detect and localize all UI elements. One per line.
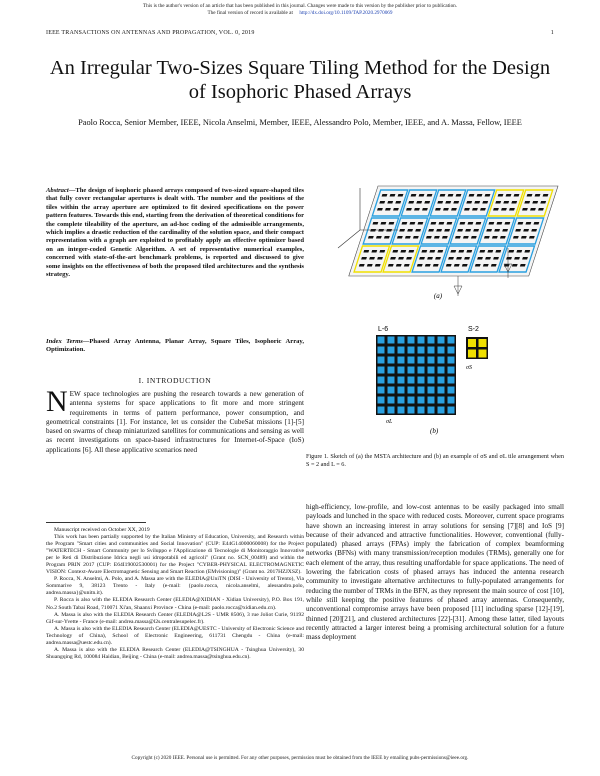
- antenna-element: [398, 257, 404, 260]
- antenna-element: [495, 201, 501, 204]
- figure-caption: Figure 1. Sketch of (a) the MSTA architecture and (b) an example of σS and σL tile arrangement when S = 2 and L = 6.: [306, 453, 564, 469]
- index-terms: [46, 338, 304, 355]
- antenna-element: [455, 236, 461, 239]
- antenna-element: [501, 208, 507, 211]
- antenna-element: [523, 229, 529, 232]
- antenna-element: [462, 264, 468, 267]
- tag-large-tile: L-6: [378, 326, 389, 333]
- antenna-element: [415, 229, 421, 232]
- antenna-element: [508, 250, 514, 253]
- abstract: [46, 187, 304, 279]
- notice-prefix: The final version of record is available at: [207, 10, 293, 16]
- antenna-element: [475, 222, 481, 225]
- small-tile-grid: [466, 337, 488, 359]
- large-tile-grid: [376, 335, 456, 415]
- large-tile-element: [448, 387, 455, 394]
- antenna-element: [422, 208, 428, 211]
- antenna-element: [424, 201, 430, 204]
- antenna-element: [465, 229, 471, 232]
- antenna-element: [473, 229, 479, 232]
- antenna-element: [419, 257, 425, 260]
- running-header: [46, 30, 554, 36]
- antenna-element: [485, 194, 491, 197]
- large-tile-element: [448, 407, 455, 414]
- footnote: A. Massa is also with the ELEDIA Research Center (ELEDIA@UESTC - University of Electronic Science and Technology of China), School of Electronic Engineering, 611731 Chengdu - China (e-mail: andrea.massa@uestc.edu.cn).: [46, 625, 304, 646]
- large-tile-element: [418, 357, 425, 364]
- large-tile-element: [418, 397, 425, 404]
- antenna-element: [493, 257, 499, 260]
- antenna-element: [522, 257, 528, 260]
- antenna-element: [376, 236, 382, 239]
- index-terms-text: —Phased Array Antenna, Planar Array, Square Tiles, Isophoric Array, Optimization.: [46, 338, 305, 354]
- antenna-element: [498, 194, 504, 197]
- footnote-rule: [46, 522, 146, 523]
- doi-link[interactable]: http://dx.doi.org/10.1109/TAP.2020.2970069: [299, 10, 393, 16]
- antenna-element: [533, 222, 539, 225]
- antenna-element: [475, 264, 481, 267]
- antenna-element: [524, 201, 530, 204]
- antenna-element: [530, 208, 536, 211]
- antenna-element: [388, 222, 394, 225]
- small-tile-element: [479, 339, 487, 347]
- antenna-element: [457, 229, 463, 232]
- antenna-element: [516, 250, 522, 253]
- large-tile-element: [408, 387, 415, 394]
- antenna-element: [421, 250, 427, 253]
- antenna-element: [392, 250, 398, 253]
- large-tile-element: [378, 347, 385, 354]
- large-tile-element: [428, 337, 435, 344]
- antenna-element: [458, 250, 464, 253]
- large-tile-element: [378, 407, 385, 414]
- antenna-element: [491, 264, 497, 267]
- antenna-element: [385, 208, 391, 211]
- tag-small-tile: S-2: [468, 326, 479, 333]
- antenna-element: [448, 194, 454, 197]
- antenna-element: [514, 257, 520, 260]
- antenna-element: [535, 194, 541, 197]
- large-tile-element: [438, 377, 445, 384]
- antenna-element: [400, 250, 406, 253]
- large-tile-element: [378, 367, 385, 374]
- large-tile-element: [438, 407, 445, 414]
- antenna-element: [472, 208, 478, 211]
- large-tile-element: [428, 357, 435, 364]
- antenna-element: [532, 201, 538, 204]
- antenna-element: [372, 222, 378, 225]
- antenna-element: [525, 222, 531, 225]
- large-tile-element: [408, 397, 415, 404]
- antenna-element: [445, 201, 451, 204]
- drop-cap: N: [46, 385, 68, 418]
- antenna-element: [506, 194, 512, 197]
- antenna-element: [488, 222, 494, 225]
- large-tile-element: [388, 377, 395, 384]
- large-tile-element: [398, 347, 405, 354]
- antenna-element: [363, 250, 369, 253]
- antenna-element: [375, 264, 381, 267]
- footnote: P. Rocca is also with the ELEDIA Research Center (ELEDIA@XIDIAN - Xidian University), P.O. Box 191, No.2 South Tabai Road, 710071 Xi'an, Shaanxi Province - China (e-mail: paolo.rocca@xidian.edu.cn).: [46, 597, 304, 611]
- footnote: Manuscript received on October XX, 2019: [54, 527, 150, 533]
- antenna-element: [427, 257, 433, 260]
- figure-1a-label: (a): [433, 292, 443, 300]
- antenna-element: [451, 208, 457, 211]
- sigma-l-label: σL: [386, 419, 393, 425]
- right-column-text: high-efficiency, low-profile, and low-cost antennas to be easily packaged into small payloads and lunched in the space with reduced costs. Moreover, current space programs have shown an increasing interest in array solutions for sensing [7][8] and IoS [9] because of their advanced and attractive functionalities. However, conventional (fully-populated) phased arrays (FPAs) imply the fabrication of complex beamforming networks (BFNs) with many transmission/reception modules (TRMs), generally one for each element of the array, thus resulting unaffordable for space applications. The need of lowering the fabrication costs of phased arrays has induced the antenna research community to investigate alternative architectures to fully-populated arrangements for reducing the number of TRMs in the BFN, as they represent the main source of cost [10], while still keeping the positive features of phased array antennas. Consequently, unconventional compromise arrays have been proposed [11] including sparse [12]-[19], thinned [20][21], and clustered architectures [22]-[31]. Among these latter, tiled layouts recently attracted a larger interest being a promising architectural solution for a future mass deployment: [306, 503, 564, 642]
- antenna-element: [401, 222, 407, 225]
- antenna-element: [413, 236, 419, 239]
- antenna-element: [438, 222, 444, 225]
- antenna-element: [380, 222, 386, 225]
- footnotes: [46, 527, 304, 661]
- antenna-element: [453, 201, 459, 204]
- antenna-element: [428, 229, 434, 232]
- antenna-element: [397, 236, 403, 239]
- large-tile-element: [378, 377, 385, 384]
- antenna-element: [417, 264, 423, 267]
- antenna-element: [396, 264, 402, 267]
- index-terms-label: Index Terms: [46, 338, 83, 345]
- antenna-element: [433, 264, 439, 267]
- antenna-element: [429, 250, 435, 253]
- antenna-element: [514, 194, 520, 197]
- antenna-element: [511, 201, 517, 204]
- large-tile-element: [428, 407, 435, 414]
- antenna-element: [477, 257, 483, 260]
- large-tile-element: [408, 377, 415, 384]
- antenna-element: [482, 201, 488, 204]
- large-tile-element: [438, 347, 445, 354]
- large-tile-element: [448, 337, 455, 344]
- antenna-element: [509, 208, 515, 211]
- large-tile-element: [388, 397, 395, 404]
- antenna-element: [416, 201, 422, 204]
- antenna-element: [379, 250, 385, 253]
- large-tile-element: [438, 337, 445, 344]
- antenna-element: [486, 229, 492, 232]
- antenna-element: [406, 257, 412, 260]
- large-tile-element: [388, 357, 395, 364]
- figure-1a-msta-sketch: [308, 178, 564, 300]
- antenna-element: [446, 222, 452, 225]
- large-tile-element: [418, 347, 425, 354]
- antenna-element: [540, 201, 546, 204]
- figure-1b-label: (b): [430, 427, 439, 435]
- large-tile-element: [378, 387, 385, 394]
- large-tile-element: [418, 407, 425, 414]
- large-tile-element: [438, 367, 445, 374]
- antenna-element: [493, 208, 499, 211]
- page-number: 1: [550, 30, 554, 36]
- antenna-element: [369, 257, 375, 260]
- antenna-element: [387, 201, 393, 204]
- large-tile-element: [388, 337, 395, 344]
- author-list: Paolo Rocca, Senior Member, IEEE, Nicola Anselmi, Member, IEEE, Alessandro Polo, Member, IEEE, and A. Massa, Fellow, IEEE: [78, 118, 522, 127]
- antenna-element: [454, 264, 460, 267]
- large-tile-element: [428, 347, 435, 354]
- small-tile-element: [479, 350, 487, 358]
- antenna-element: [521, 236, 527, 239]
- large-tile-element: [448, 377, 455, 384]
- antenna-element: [390, 257, 396, 260]
- large-tile-element: [418, 377, 425, 384]
- antenna-element: [426, 236, 432, 239]
- antenna-element: [361, 257, 367, 260]
- large-tile-element: [428, 367, 435, 374]
- large-tile-element: [448, 357, 455, 364]
- abstract-text: —The design of isophoric phased arrays composed of two-sized square-shaped tiles that fully cover rectangular apertures is dealt with. The number and the positions of the tiles within the array aperture are optimized to fit desired specifications on the power pattern features. Towards this end, starting from the derivation of theoretical conditions for the complete tileability of the aperture, an ad-hoc coding of the admissible arrangements, which implies a drastic reduction of the cardinality of the solution space, and their compact representation with a graph are exploited to profitably apply an effective optimizer based on an integer-coded Genetic Algorithm. A set of representative numerical examples, concerned with state-of-the-art benchmark problems, is reported and discussed to give some insights on the effectiveness of both the proposed tiled architectures and the synthesis strategy.: [46, 187, 304, 279]
- footnote: This work has been partially supported by the Italian Ministry of Education, University, and Research within the Program "Smart cities and communities and Social Innovation" (CUP: E44G14000060008) for the Project "WATERTECH - Smart Community per lo Sviluppo e l'Applicazione di Tecnologie di Monitoraggio Innovative per le Reti di Distribuzione Idrica negli usi idropotabili ed agricoli" (Grant no. SCN_00489) and within the Program PRIN 2017 (CUP: E64I19002530001) for the Project "CYBER-PHYSICAL ELECTROMAGNETIC VISION: Context-Aware Electromagnetic Sensing and Smart Reaction (EMvisioning)" (Grant no. 2017HZJXSZ).: [46, 534, 304, 576]
- antenna-element: [407, 229, 413, 232]
- antenna-element: [531, 229, 537, 232]
- antenna-element: [527, 194, 533, 197]
- large-tile-element: [388, 407, 395, 414]
- figure-1a-drawing: [338, 186, 558, 296]
- large-tile-element: [438, 397, 445, 404]
- large-tile-element: [448, 367, 455, 374]
- antenna-element: [406, 208, 412, 211]
- antenna-element: [371, 250, 377, 253]
- large-tile-element: [378, 357, 385, 364]
- paper-title: An Irregular Two-Sizes Square Tiling Method for the Design of Isophoric Phased Arrays: [49, 57, 551, 103]
- antenna-element: [494, 229, 500, 232]
- large-tile-element: [408, 367, 415, 374]
- footnote: P. Rocca, N. Anselmi, A. Polo, and A. Massa are with the ELEDIA@UniTN (DISI - University of Trento), Via Sommarive 9, 38123 Trento - Italy (e-mail: {paolo.rocca, nicola.anselmi, alessandro.polo, andrea.massa}@unitn.it).: [46, 576, 304, 597]
- antenna-element: [425, 264, 431, 267]
- antenna-element: [437, 201, 443, 204]
- antenna-element: [436, 229, 442, 232]
- antenna-element: [517, 222, 523, 225]
- antenna-element: [522, 208, 528, 211]
- antenna-element: [411, 194, 417, 197]
- antenna-element: [442, 236, 448, 239]
- antenna-element: [543, 194, 549, 197]
- small-tile-element: [468, 350, 476, 358]
- antenna-element: [440, 194, 446, 197]
- antenna-element: [368, 236, 374, 239]
- large-tile-element: [418, 387, 425, 394]
- antenna-element: [390, 194, 396, 197]
- antenna-element: [405, 236, 411, 239]
- large-tile-element: [378, 397, 385, 404]
- figure-1b-tile-arrangement: [358, 325, 518, 435]
- antenna-element: [512, 264, 518, 267]
- large-tile-element: [398, 367, 405, 374]
- antenna-element: [456, 194, 462, 197]
- sigma-s-label: σS: [466, 365, 472, 371]
- large-tile-element: [388, 367, 395, 374]
- antenna-element: [409, 222, 415, 225]
- antenna-element: [474, 201, 480, 204]
- antenna-element: [359, 264, 365, 267]
- large-tile-element: [428, 387, 435, 394]
- large-tile-element: [388, 347, 395, 354]
- antenna-element: [513, 236, 519, 239]
- antenna-element: [466, 250, 472, 253]
- intro-text: EW space technologies are pushing the research towards a new generation of antenna systems for space applications to fit more and more stringent requirements in terms of pattern performance, power consumption, and geometrical constraints [1]. For instance, let us consider the CubeSat missions [1]-[5] based on swarms of cheap miniaturized satellites for communications and sensing as well as recent investigations on space-based infrastructures for Internet-of-Space (IoS) applications [6]. All these applicative scenarios need: [46, 390, 304, 454]
- large-tile-element: [398, 377, 405, 384]
- large-tile-element: [428, 377, 435, 384]
- antenna-element: [446, 264, 452, 267]
- antenna-element: [444, 229, 450, 232]
- large-tile-element: [388, 387, 395, 394]
- antenna-element: [506, 257, 512, 260]
- antenna-element: [437, 250, 443, 253]
- antenna-element: [515, 229, 521, 232]
- antenna-element: [419, 194, 425, 197]
- antenna-element: [435, 208, 441, 211]
- antenna-element: [464, 208, 470, 211]
- copyright-line: Copyright (c) 2020 IEEE. Personal use is permitted. For any other purposes, permission must be obtained from the IEEE by emailing pubs-permissions@ieee.org.: [131, 755, 469, 761]
- antenna-element: [382, 194, 388, 197]
- antenna-element: [485, 257, 491, 260]
- antenna-element: [487, 250, 493, 253]
- large-tile-element: [408, 337, 415, 344]
- antenna-element: [443, 208, 449, 211]
- antenna-element: [477, 194, 483, 197]
- footnote: A. Massa is also with the ELEDIA Research Center (ELEDIA@TSINGHUA - Tsinghua University), 30 Shuangqing Rd, 100084 Haidian, Beijing - China (e-mail: andrea.massa@tsinghua.edu.cn).: [46, 646, 304, 660]
- journal-name: IEEE TRANSACTIONS ON ANTENNAS AND PROPAGATION, VOL. 0, 2019: [46, 30, 255, 36]
- large-tile-element: [418, 367, 425, 374]
- large-tile-element: [398, 337, 405, 344]
- antenna-element: [435, 257, 441, 260]
- antenna-element: [427, 194, 433, 197]
- intro-paragraph: [46, 385, 304, 455]
- large-tile-element: [408, 407, 415, 414]
- antenna-element: [384, 236, 390, 239]
- antenna-element: [430, 222, 436, 225]
- large-tile-element: [408, 347, 415, 354]
- antenna-element: [367, 264, 373, 267]
- antenna-element: [398, 194, 404, 197]
- antenna-element: [479, 250, 485, 253]
- antenna-element: [379, 201, 385, 204]
- antenna-element: [395, 201, 401, 204]
- large-tile-element: [448, 397, 455, 404]
- notice-line-2: [0, 10, 600, 17]
- antenna-element: [456, 257, 462, 260]
- antenna-element: [503, 201, 509, 204]
- antenna-element: [467, 222, 473, 225]
- antenna-element: [500, 236, 506, 239]
- antenna-element: [459, 222, 465, 225]
- antenna-element: [469, 194, 475, 197]
- small-tile-element: [468, 339, 476, 347]
- antenna-element: [450, 250, 456, 253]
- antenna-element: [496, 222, 502, 225]
- antenna-element: [495, 250, 501, 253]
- antenna-element: [377, 257, 383, 260]
- large-tile-element: [428, 397, 435, 404]
- antenna-element: [434, 236, 440, 239]
- antenna-element: [399, 229, 405, 232]
- large-tile-element: [448, 347, 455, 354]
- large-tile-element: [408, 357, 415, 364]
- abstract-label: Abstract: [46, 187, 69, 194]
- antenna-element: [524, 250, 530, 253]
- large-tile-element: [418, 337, 425, 344]
- antenna-element: [414, 208, 420, 211]
- antenna-element: [408, 250, 414, 253]
- footnote: A. Massa is also with the ELEDIA Research Center (ELEDIA@L2S - UMR 8506), 3 rue Joliot Curie, 91192 Gif-sur-Yvette - France (e-mail: andrea.massa@l2s.centralesupelec.fr).: [46, 611, 304, 625]
- antenna-element: [466, 201, 472, 204]
- antenna-element: [388, 264, 394, 267]
- antenna-element: [480, 208, 486, 211]
- antenna-element: [404, 264, 410, 267]
- large-tile-element: [438, 357, 445, 364]
- antenna-element: [464, 257, 470, 260]
- antenna-element: [492, 236, 498, 239]
- antenna-element: [448, 257, 454, 260]
- antenna-element: [502, 229, 508, 232]
- large-tile-element: [398, 357, 405, 364]
- antenna-element: [471, 236, 477, 239]
- large-tile-element: [438, 387, 445, 394]
- large-tile-element: [398, 407, 405, 414]
- antenna-element: [504, 222, 510, 225]
- notice-line-1: This is the author's version of an article that has been published in this journal. Changes were made to this version by the publisher prior to publication.: [142, 3, 458, 9]
- publisher-notice: [0, 3, 600, 17]
- antenna-element: [538, 208, 544, 211]
- large-tile-element: [398, 387, 405, 394]
- antenna-element: [408, 201, 414, 204]
- antenna-element: [393, 208, 399, 211]
- antenna-element: [520, 264, 526, 267]
- antenna-element: [377, 208, 383, 211]
- antenna-element: [483, 264, 489, 267]
- large-tile-element: [398, 397, 405, 404]
- antenna-element: [417, 222, 423, 225]
- antenna-element: [463, 236, 469, 239]
- antenna-element: [529, 236, 535, 239]
- antenna-element: [484, 236, 490, 239]
- section-heading: I. INTRODUCTION: [138, 376, 212, 385]
- large-tile-element: [378, 337, 385, 344]
